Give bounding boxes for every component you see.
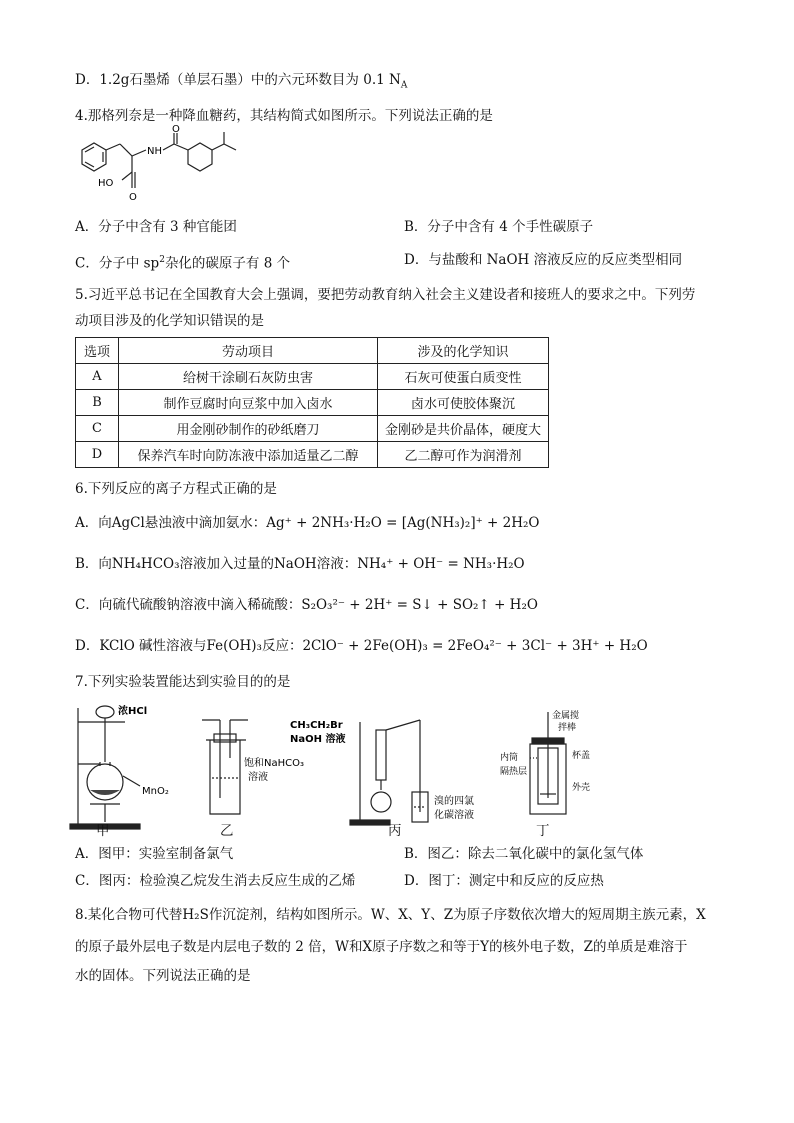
label-insulation: 隔热层 bbox=[500, 767, 528, 777]
table-cell: 石灰可使蛋白质变性 bbox=[378, 364, 549, 390]
q7-option-a: A．图甲：实验室制备氯气 bbox=[75, 846, 234, 862]
table-cell: A bbox=[76, 364, 119, 390]
q8-stem-line3: 水的固体。下列说法正确的是 bbox=[75, 968, 251, 984]
table-cell: D bbox=[76, 442, 119, 468]
q8-stem-line2: 的原子最外层电子数是内层电子数的 2 倍，W和X原子序数之和等于Y的核外电子数，Z的单质是难溶于 bbox=[75, 939, 688, 955]
table-cell: 保养汽车时向防冻液中添加适量乙二醇 bbox=[119, 442, 378, 468]
struct-o2-label: O bbox=[129, 192, 137, 203]
q8-stem-line1: 8.某化合物可代替H₂S作沉淀剂，结构如图所示。W、X、Y、Z为原子序数依次增大的短周期主族元素，X bbox=[75, 907, 706, 923]
table-cell: 用金刚砂制作的砂纸磨刀 bbox=[119, 416, 378, 442]
q6-option-b: B．向NH₄HCO₃溶液加入过量的NaOH溶液：NH₄⁺ + OH⁻ = NH₃·H₂O bbox=[75, 556, 525, 572]
label-lid: 杯盖 bbox=[572, 751, 591, 761]
q5-stem-line2: 动项目涉及的化学知识错误的是 bbox=[75, 313, 264, 329]
label-stir-1: 金属搅 bbox=[552, 711, 580, 721]
table-cell: B bbox=[76, 390, 119, 416]
label-naoh: NaOH 溶液 bbox=[290, 734, 346, 745]
caption-yi: 乙 bbox=[220, 823, 234, 839]
label-nahco3: 饱和NaHCO₃ bbox=[244, 758, 304, 769]
table-header: 选项 bbox=[76, 338, 119, 364]
table-row bbox=[76, 442, 549, 468]
table-row bbox=[76, 364, 549, 390]
caption-ding: 丁 bbox=[536, 823, 550, 839]
caption-bing: 丙 bbox=[388, 823, 402, 839]
q5-stem-line1: 5.习近平总书记在全国教育大会上强调，要把劳动教育纳入社会主义建设者和接班人的要求之中。下列劳 bbox=[75, 287, 696, 303]
label-shell: 外壳 bbox=[572, 783, 591, 793]
q4-stem: 4.那格列奈是一种降血糖药，其结构简式如图所示。下列说法正确的是 bbox=[75, 108, 493, 124]
apparatus-ding bbox=[500, 708, 620, 828]
struct-o-label: O bbox=[172, 124, 180, 135]
table-cell: 卤水可使胶体聚沉 bbox=[378, 390, 549, 416]
q6-option-a: A．向AgCl悬浊液中滴加氨水：Ag⁺ + 2NH₃·H₂O = [Ag(NH₃)₂]⁺ + 2H₂O bbox=[75, 515, 540, 531]
table-cell: 乙二醇可作为润滑剂 bbox=[378, 442, 549, 468]
label-mno2: MnO₂ bbox=[142, 786, 169, 797]
struct-nh-label: NH bbox=[147, 146, 162, 157]
q6-option-c: C．向硫代硫酸钠溶液中滴入稀硫酸：S₂O₃²⁻ + 2H⁺ = S↓ + SO₂↑ + H₂O bbox=[75, 597, 538, 613]
apparatus-bing bbox=[290, 712, 500, 832]
table-header: 劳动项目 bbox=[119, 338, 378, 364]
apparatus-jia bbox=[70, 700, 180, 835]
q4-option-b: B．分子中含有 4 个手性碳原子 bbox=[404, 219, 594, 235]
caption-jia: 甲 bbox=[96, 823, 110, 839]
label-br-solution-2: 化碳溶液 bbox=[434, 810, 474, 821]
table-cell: 金刚砂是共价晶体，硬度大 bbox=[378, 416, 549, 442]
label-stir-2: 拌棒 bbox=[558, 723, 577, 733]
q6-option-d: D．KClO 碱性溶液与Fe(OH)₃反应：2ClO⁻ + 2Fe(OH)₃ = 2FeO₄²⁻ + 3Cl⁻ + 3H⁺ + H₂O bbox=[75, 638, 648, 654]
table-row bbox=[76, 390, 549, 416]
table-header-row bbox=[76, 338, 549, 364]
label-inner: 内筒 bbox=[500, 753, 519, 763]
table-cell: 给树干涂刷石灰防虫害 bbox=[119, 364, 378, 390]
q7-option-c: C．图丙：检验溴乙烷发生消去反应生成的乙烯 bbox=[75, 873, 356, 889]
table-row bbox=[76, 416, 549, 442]
table-cell: 制作豆腐时向豆浆中加入卤水 bbox=[119, 390, 378, 416]
q3-option-d: D．1.2g石墨烯（单层石墨）中的六元环数目为 0.1 $N_A$ bbox=[75, 72, 408, 91]
q4-option-c: C．分子中 $sp^2$杂化的碳原子有 8 个 bbox=[75, 255, 291, 272]
q6-stem: 6.下列反应的离子方程式正确的是 bbox=[75, 481, 277, 497]
q7-stem: 7.下列实验装置能达到实验目的的是 bbox=[75, 674, 291, 690]
label-br-solution-1: 溴的四氯 bbox=[434, 796, 474, 807]
struct-ho-label: HO bbox=[98, 178, 114, 189]
table-header: 涉及的化学知识 bbox=[378, 338, 549, 364]
q5-table bbox=[75, 337, 549, 468]
label-c2h5br: CH₃CH₂Br bbox=[290, 720, 343, 731]
label-hcl: 浓HCl bbox=[118, 706, 148, 717]
label-solution: 溶液 bbox=[248, 772, 268, 783]
q4-option-a: A．分子中含有 3 种官能团 bbox=[75, 219, 237, 235]
q7-option-d: D．图丁：测定中和反应的反应热 bbox=[404, 873, 604, 889]
table-cell: C bbox=[76, 416, 119, 442]
q4-option-d: D．与盐酸和 NaOH 溶液反应的反应类型相同 bbox=[404, 252, 683, 268]
nateglinide-structure bbox=[70, 124, 300, 210]
q7-option-b: B．图乙：除去二氧化碳中的氯化氢气体 bbox=[404, 846, 644, 862]
